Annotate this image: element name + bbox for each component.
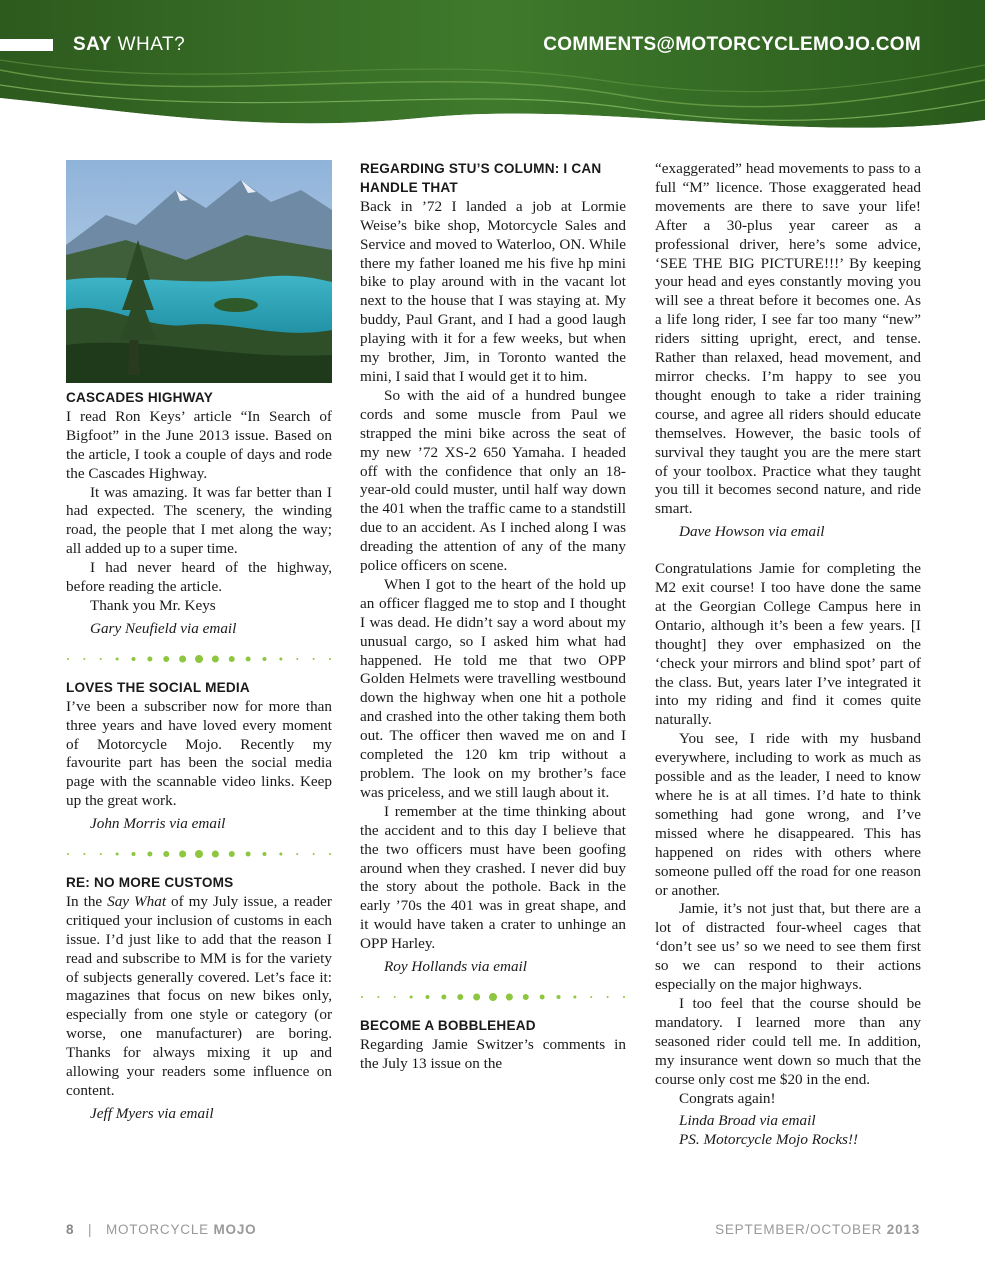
letter-signature: John Morris via email [90, 815, 226, 833]
separator-dot [313, 853, 315, 855]
letter-signature: Jeff Myers via email [90, 1104, 214, 1122]
letter-paragraph: Jamie, it’s not just that, but there are a lot of distracted four-wheel cages that ‘don’t see us’ so we need to see them first so we can respond to their actions especially on the major highways. [655, 900, 921, 994]
separator-dot [557, 995, 561, 999]
separator-dot [296, 658, 298, 660]
letter-paragraph: “exaggerated” head movements to pass to a full “M” licence. Those exaggerated head movements are there to save your life! After a 30-plus year career as a professional driver, here’s some advice, ‘SEE THE BIG PICTURE!!!’ By keeping your head and eyes constantly moving you will see a threat before it becomes one. As a life long rider, I see far too many “new” riders sitting upright, erect, and tense. Rather than relaxed, head movement, and mirror checks. I’m happy to see you thought enough to take a rider training course, and agree all riders should educate themselves. However, the basic tools of survival they taught you are the mere start of your toolbox. Practice what they taught you till it becomes second nature, and ride smart. [655, 160, 921, 518]
separator-dot [132, 852, 136, 856]
letter-paragraph: I remember at the time thinking about the accident and to this day I believe that the two officers must have been goofing around when they crashed. I never did buy the story about the pothole. Back in the early ’70s the 401 was in great shape, and it would have taken a crater to unhinge an OPP Harley. [360, 802, 626, 953]
separator-dot [313, 658, 315, 660]
separator-dot [426, 995, 430, 999]
green-wave-banner [0, 0, 985, 145]
dot-separator-graphic [66, 654, 332, 664]
separator-dot [229, 656, 235, 662]
page-number: 8 [66, 1222, 75, 1237]
separator-dot [147, 852, 152, 857]
separator-dot [394, 996, 396, 998]
letter-postscript: PS. Motorcycle Mojo Rocks!! [679, 1131, 859, 1149]
letter-paragraph: Back in ’72 I landed a job at Lormie Weise’s bike shop, Motorcycle Sales and Service and moved to Waterloo, ON. While there my father loaned me his five hp mini bike to play around with in the vacant lot next to the house that I was staying at. My buddy, Paul Grant, and I had a good laugh playing with it for a few weeks, but when my brother, Jim, in Toronto wanted the mini, I said that I would get it to him. [360, 197, 626, 385]
letter-paragraph: You see, I ride with my husband everywhere, including to work as much as possible and as the leader, I need to know where he is at all times. I’d hate to think something had gone wrong, and I’ve missed where he disappeared. This has happened on rides with others where someone pulled off the road for one reason or another. [655, 730, 921, 899]
page-header [0, 0, 985, 145]
separator-dot [67, 853, 69, 855]
letter-paragraph: I read Ron Keys’ article “In Search of Bigfoot” in the June 2013 issue. Based on the article, I took a couple of days and rode the Cascades Highway. [66, 407, 332, 482]
separator-dot [116, 853, 119, 856]
dot-separator-graphic [66, 849, 332, 859]
separator-dot [361, 996, 363, 998]
separator-dot [523, 994, 529, 1000]
letter-paragraph: In the Say What of my July issue, a reader critiqued your inclusion of customs in each issue. I’d just like to add that the reason I read and subscribe to MM is for the variety of subjects generally covered. Let’s face it: magazines that focus on new bikes only, especially from one style or category (or worse, one manufacturer) are boring. Thanks for always mixing it up and allowing your readers some influence on content. [66, 892, 332, 1099]
footer-divider: | [87, 1222, 93, 1237]
separator-dot [540, 994, 545, 999]
separator-dot [246, 656, 251, 661]
letter-paragraph: I had never heard of the highway, before reading the article. [66, 559, 332, 596]
letter-paragraph: Congratulations Jamie for completing the M2 exit course! I too have done the same at the Georgian College Campus here in Ontario, although it’s been a few years. [I thought] they over emphasized on the ‘check your mirrors and blind spot’ part of the class. But, years later I’ve integrated it into my riding and find it comes quite naturally. [655, 560, 921, 729]
separator-dot [179, 655, 186, 662]
separator-dot [83, 658, 85, 660]
footer-left [66, 1222, 256, 1237]
separator-dot [212, 655, 219, 662]
letter-paragraph: Regarding Jamie Switzer’s comments in the July 13 issue on the [360, 1035, 626, 1072]
separator-dot [279, 853, 282, 856]
separator-dot [212, 851, 219, 858]
dot-separator [66, 639, 332, 679]
separator-dot [263, 657, 267, 661]
dot-separator [360, 977, 626, 1017]
letter-signature: Gary Neufield via email [90, 619, 237, 637]
separator-dot [195, 655, 203, 663]
separator-dot [147, 656, 152, 661]
magazine-name: MOTORCYCLE [105, 1222, 214, 1237]
dot-separator [66, 834, 332, 874]
letter-paragraph: Congrats again! [679, 1089, 776, 1107]
separator-dot [623, 996, 625, 998]
separator-dot [195, 850, 203, 858]
separator-dot [116, 657, 119, 660]
separator-dot [246, 852, 251, 857]
column-1 [66, 160, 332, 1124]
letter-paragraph: It was amazing. It was far better than I had expected. The scenery, the winding road, the people that I met along the way; all added up to a super time. [66, 483, 332, 558]
separator-dot [506, 993, 513, 1000]
separator-dot [441, 994, 446, 999]
letter-paragraph: Thank you Mr. Keys [90, 596, 216, 614]
letter-signature: Roy Hollands via email [384, 958, 527, 976]
column-3 [655, 160, 921, 1150]
letter-paragraph: I too feel that the course should be mandatory. I learned more than any seasoned rider could tell me. In addition, my insurance went down so much that the course only cost me $20 in the end. [655, 994, 921, 1088]
separator-dot [410, 995, 413, 998]
headline-bobblehead: BECOME A BOBBLEHEAD [360, 1017, 536, 1033]
letter-paragraph: I’ve been a subscriber now for more than three years and have loved every moment of Motorcycle Mojo. Recently my favourite part has been the social media page with the scannable video links. Keep up the great work. [66, 697, 332, 810]
separator-dot [163, 656, 169, 662]
lake-mountains-photo [66, 160, 332, 383]
separator-dot [229, 851, 235, 857]
separator-dot [83, 853, 85, 855]
separator-dot [296, 853, 298, 855]
column-2 [360, 160, 626, 1074]
dot-separator-graphic [360, 992, 626, 1002]
separator-dot [473, 993, 480, 1000]
letter-paragraph: So with the aid of a hundred bungee cords and some muscle from Paul we strapped the mini bike across the seat of my new ’72 XS-2 650 Yamaha. I headed off with the confidence that only an 18-year-old could muster, until half way down the 401 when the traffic came to a standstill due to an accident. As I inched along I was dreading the attention of any of the many police officers on scene. [360, 386, 626, 575]
footer-issue: SEPTEMBER/OCTOBER 2013 [715, 1222, 920, 1237]
headline-social-media: LOVES THE SOCIAL MEDIA [66, 679, 250, 695]
separator-dot [329, 853, 331, 855]
separator-dot [377, 996, 379, 998]
headline-stus-column: REGARDING STU’S COLUMN: I CAN HANDLE THAT [360, 161, 602, 195]
separator-dot [263, 852, 267, 856]
letter-signature: Dave Howson via email [679, 523, 825, 541]
magazine-name-bold: MOJO [213, 1222, 257, 1237]
separator-dot [573, 995, 576, 998]
headline-cascades: CASCADES HIGHWAY [66, 390, 213, 405]
separator-dot [163, 851, 169, 857]
section-title: SAY WHAT? [73, 34, 186, 55]
separator-dot [607, 996, 609, 998]
separator-dot [279, 657, 282, 660]
separator-dot [67, 658, 69, 660]
separator-dot [100, 853, 102, 855]
separator-dot [179, 851, 186, 858]
separator-dot [489, 993, 497, 1001]
separator-dot [100, 658, 102, 660]
separator-dot [329, 658, 331, 660]
letter-paragraph: When I got to the heart of the hold up an officer flagged me to stop and I thought I was dead. He didn’t say a word about my unusual cargo, so I asked him what had happened. He told me that two OPP Golden Helmets were travelling westbound down the highway when one hit a pothole and crashed into the other taking them both out. The officer then waved me on and I completed the 120 km trip without a problem. The look on my brother’s face was priceless, and we still laugh about it. [360, 575, 626, 801]
header-bar-mark [0, 39, 53, 51]
headline-customs: RE: NO MORE CUSTOMS [66, 875, 234, 891]
comments-email[interactable]: COMMENTS@MOTORCYCLEMOJO.COM [543, 34, 921, 55]
separator-dot [457, 994, 463, 1000]
separator-dot [590, 996, 592, 998]
separator-dot [132, 657, 136, 661]
letter-signature: Linda Broad via email [679, 1112, 816, 1130]
